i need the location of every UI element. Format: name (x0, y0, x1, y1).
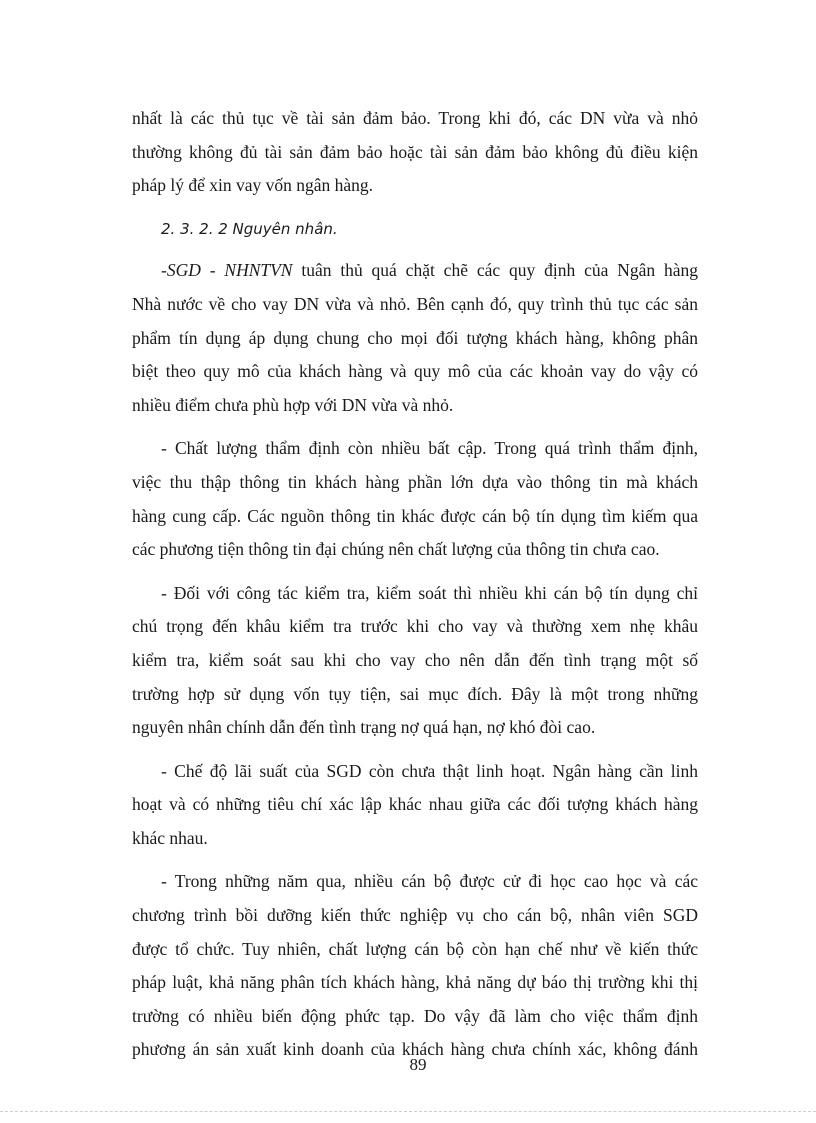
text-line: nhiều điểm chưa phù hợp với DN vừa và nhỏ. (132, 394, 454, 415)
text-line (132, 254, 698, 288)
bank-name: -SGD - NHNTVN (161, 260, 293, 281)
text-line: kiểm tra, kiểm soát sau khi cho vay cho nên dẫn đến tình trạng một số (132, 649, 698, 670)
paragraph-collateral (132, 102, 698, 203)
text-line: hoạt và có những tiêu chí xác lập khác nhau giữa các đối tượng khách hàng (132, 794, 698, 815)
text-line: trường hợp sử dụng vốn tụy tiện, sai mục đích. Đây là một trong những (132, 683, 698, 704)
text-line: phương án sản xuất kinh doanh của khách hàng chưa chính xác, không đánh (132, 1039, 698, 1060)
page-number: 89 (409, 1055, 427, 1074)
text-line: phẩm tín dụng áp dụng chung cho mọi đối tượng khách hàng, không phân (132, 327, 698, 348)
text-line: pháp luật, khả năng phân tích khách hàng, khả năng dự báo thị trường khi thị (132, 972, 698, 993)
text-fragment: tuân thủ quá chặt chẽ các quy định của Ngân hàng (292, 260, 698, 281)
paragraph-appraisal (132, 432, 698, 566)
text-line: - Trong những năm qua, nhiều cán bộ được cử đi học cao học và các (161, 871, 698, 892)
text-line: các phương tiện thông tin đại chúng nên chất lượng của thông tin chưa cao. (132, 539, 660, 560)
paragraph-regulation (132, 254, 698, 422)
text-line: chương trình bồi dưỡng kiến thức nghiệp vụ cho cán bộ, nhân viên SGD (132, 905, 698, 926)
text-line: - Đối với công tác kiểm tra, kiểm soát thì nhiều khi cán bộ tín dụng chỉ (161, 582, 698, 603)
text-line: được tổ chức. Tuy nhiên, chất lượng cán bộ còn hạn chế như về kiến thức (132, 938, 698, 959)
paragraph-staff-quality (132, 865, 698, 1067)
text-line: khác nhau. (132, 827, 208, 848)
text-line: hàng cung cấp. Các nguồn thông tin khác được cán bộ tín dụng tìm kiếm qua (132, 505, 698, 526)
text-line: - Chất lượng thẩm định còn nhiều bất cập. Trong quá trình thẩm định, (161, 438, 698, 459)
paragraph-inspection (132, 577, 698, 745)
text-line: thường không đủ tài sản đảm bảo hoặc tài sản đảm bảo không đủ điều kiện (132, 141, 698, 162)
text-line: - Chế độ lãi suất của SGD còn chưa thật linh hoạt. Ngân hàng cần linh (161, 760, 698, 781)
text-line: nhất là các thủ tục về tài sản đảm bảo. Trong khi đó, các DN vừa và nhỏ (132, 108, 698, 128)
page-divider (0, 1111, 816, 1112)
text-line: trường có nhiều biến động phức tạp. Do vậy đã làm cho việc thẩm định (132, 1005, 698, 1026)
text-line: Nhà nước về cho vay DN vừa và nhỏ. Bên cạnh đó, quy trình thủ tục các sản (132, 293, 698, 314)
document-body (132, 102, 698, 1077)
text-line: pháp lý để xin vay vốn ngân hàng. (132, 175, 374, 196)
text-line: việc thu thập thông tin khách hàng phần lớn dựa vào thông tin mà khách (132, 471, 698, 492)
text-line: nguyên nhân chính dẫn đến tình trạng nợ quá hạn, nợ khó đòi cao. (132, 717, 596, 738)
text-line: biệt theo quy mô của khách hàng và quy mô của các khoản vay do vậy có (132, 361, 698, 382)
section-heading: 2. 3. 2. 2 Nguyên nhân. (161, 219, 338, 238)
text-line: chú trọng đến khâu kiểm tra trước khi cho vay và thường xem nhẹ khâu (132, 616, 698, 637)
paragraph-interest-rate (132, 755, 698, 856)
